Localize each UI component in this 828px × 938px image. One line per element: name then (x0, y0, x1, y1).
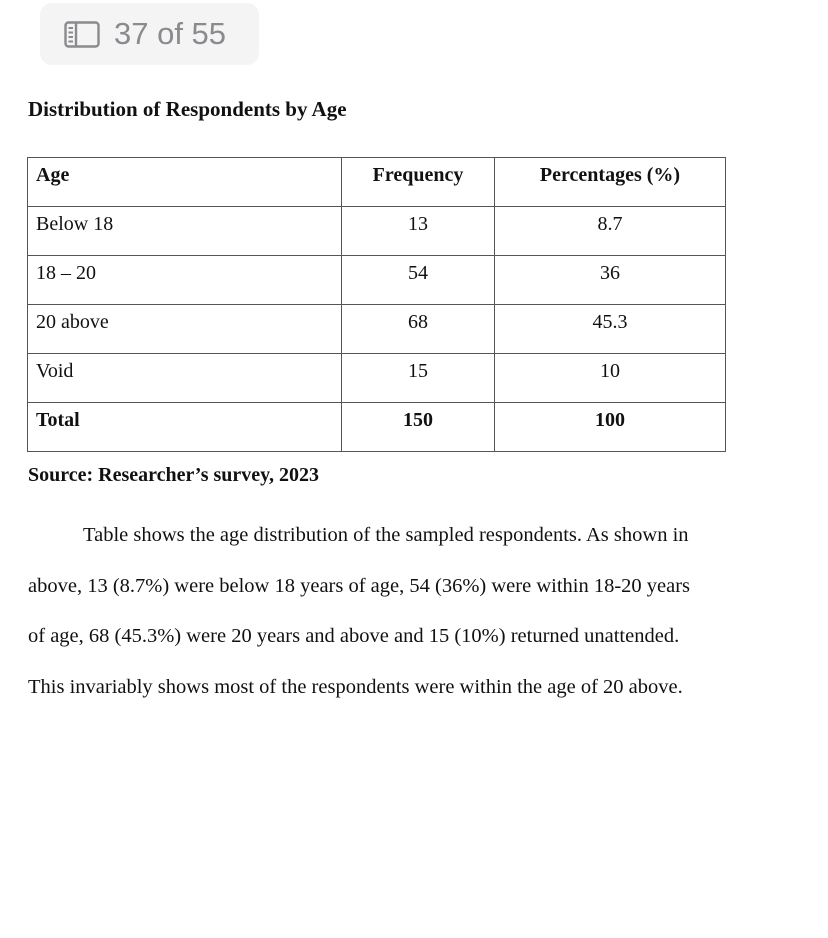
table-cell-frequency: 68 (342, 305, 495, 354)
page-counter: 37 of 55 (114, 16, 227, 51)
body-paragraph (28, 510, 728, 712)
table-header-row (28, 158, 726, 207)
table-cell-age: Void (28, 354, 342, 403)
paragraph-line: above, 13 (8.7%) were below 18 years of age, 54 (36%) were within 18-20 years (28, 574, 691, 597)
table-cell-age: 20 above (28, 305, 342, 354)
table-cell-frequency: 54 (342, 256, 495, 305)
book-page-icon (64, 21, 100, 48)
table-cell-frequency: 15 (342, 354, 495, 403)
table-cell-total-percentage: 100 (495, 403, 726, 452)
table-caption: Distribution of Respondents by Age (28, 97, 347, 121)
table-cell-age: Below 18 (28, 207, 342, 256)
table-total-row (28, 403, 726, 452)
table-cell-total-label: Total (28, 403, 342, 452)
table-cell-percentage: 45.3 (495, 305, 726, 354)
age-distribution-table (27, 157, 726, 452)
table-cell-total-frequency: 150 (342, 403, 495, 452)
table-cell-percentage: 10 (495, 354, 726, 403)
table-row (28, 305, 726, 354)
table-cell-percentage: 8.7 (495, 207, 726, 256)
table-cell-frequency: 13 (342, 207, 495, 256)
table-row (28, 354, 726, 403)
column-header-frequency: Frequency (342, 158, 495, 207)
page-indicator[interactable] (40, 3, 259, 65)
paragraph-line: Table shows the age distribution of the sampled respondents. As shown in (83, 524, 689, 546)
table-cell-age: 18 – 20 (28, 256, 342, 305)
table-cell-percentage: 36 (495, 256, 726, 305)
table-row (28, 256, 726, 305)
column-header-age: Age (28, 158, 342, 207)
table-source-note: Source: Researcher’s survey, 2023 (28, 464, 320, 486)
column-header-percentages: Percentages (%) (495, 158, 726, 207)
paragraph-line: This invariably shows most of the respondents were within the age of 20 above. (28, 675, 683, 698)
table-row (28, 207, 726, 256)
paragraph-line: of age, 68 (45.3%) were 20 years and above and 15 (10%) returned unattended. (28, 625, 680, 647)
